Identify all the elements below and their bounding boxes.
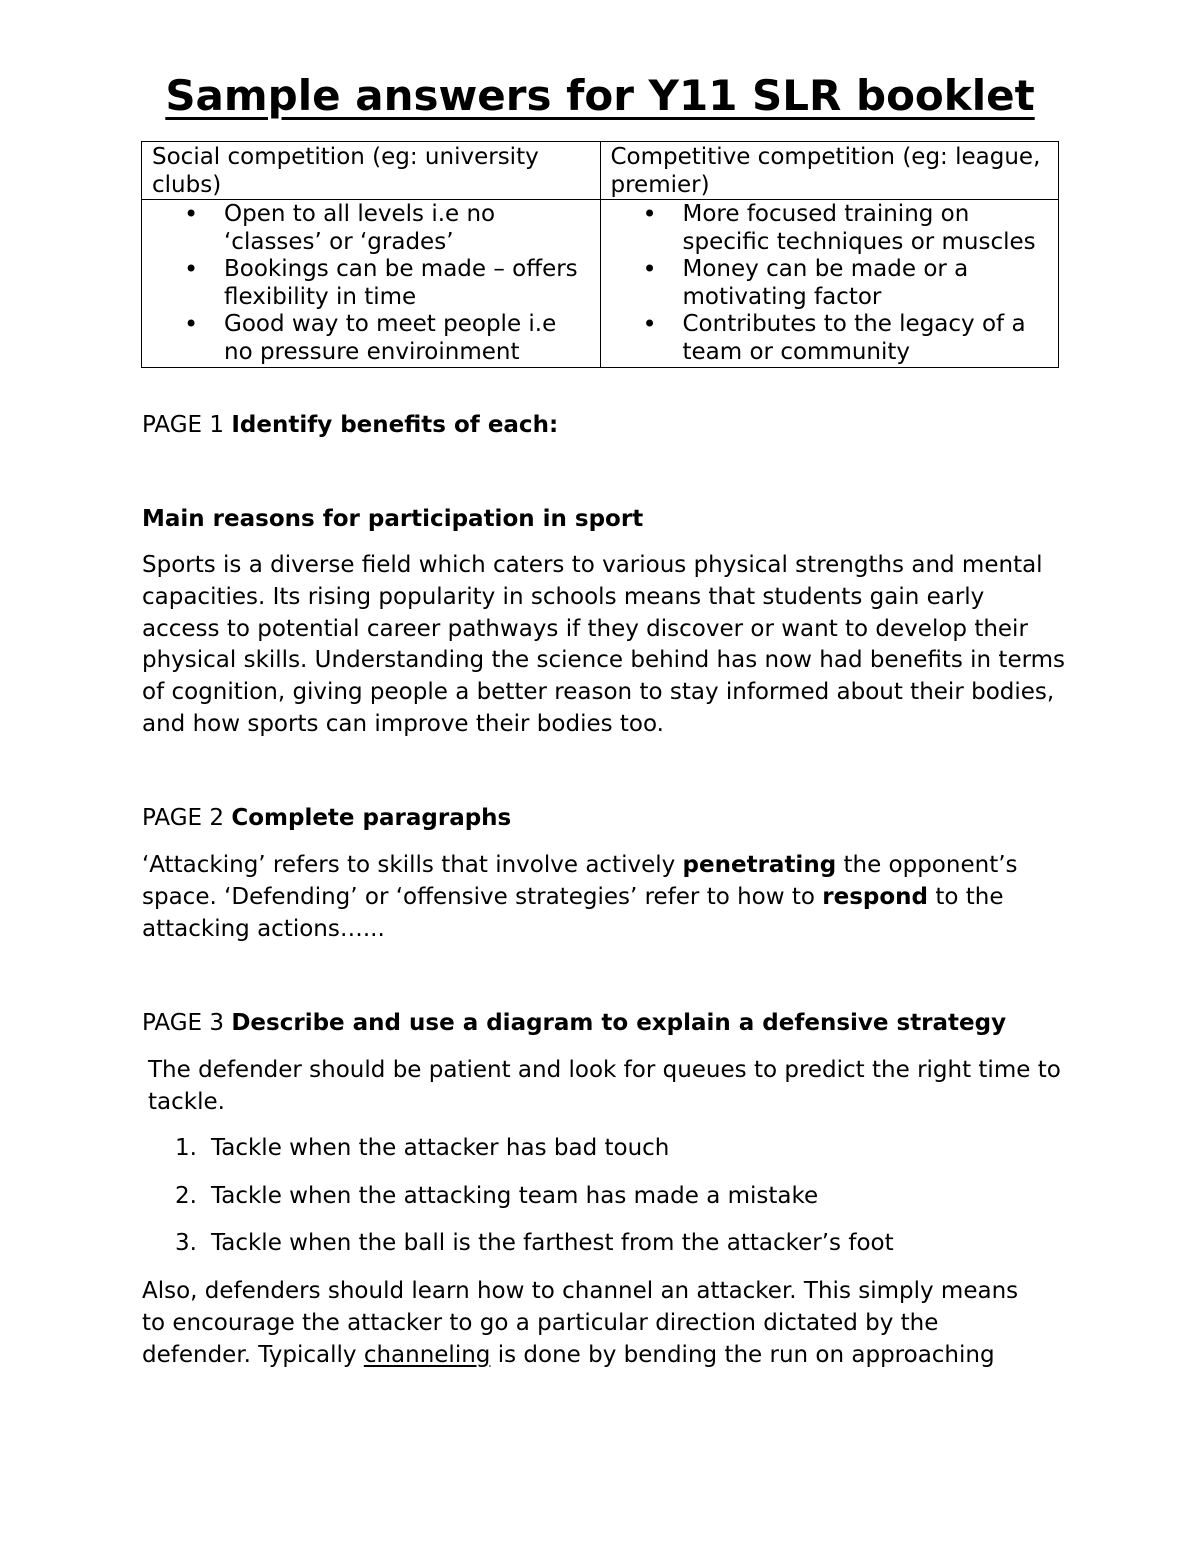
social-competition-cell (142, 200, 601, 368)
page2-heading (142, 803, 1072, 835)
attacking-text-3: to the attacking actions…... (142, 883, 1004, 942)
social-competition-header: Social competition (eg: university clubs) (142, 142, 601, 200)
attacking-text-2: the opponent’s space. ‘Defending’ or ‘offensive strategies’ refer to how to (142, 852, 1018, 910)
list-item: • More focused training on specific techniques or muscles (611, 201, 1051, 256)
respond-word: respond (822, 883, 929, 910)
list-item: • Good way to meet people i.e no pressure enviroinment (152, 311, 592, 366)
page3-heading (142, 1008, 1072, 1040)
table-header-row (142, 142, 1059, 200)
competitive-benefits-list (611, 201, 1051, 366)
list-item (142, 1228, 894, 1259)
list-item: • Bookings can be made – offers flexibility in time (152, 256, 592, 311)
page2-label: PAGE 2 (142, 805, 225, 831)
social-benefits-list (152, 201, 592, 366)
attacking-paragraph (142, 850, 1042, 945)
attacking-text-1: ‘Attacking’ refers to skills that involve actively (142, 852, 676, 878)
penetrating-word: penetrating (682, 852, 837, 878)
list-item (142, 1133, 894, 1164)
list-item: • Contributes to the legacy of a team or community (611, 311, 1051, 366)
page1-label: PAGE 1 (142, 412, 225, 438)
step-text: Tackle when the attacker has bad touch (211, 1135, 670, 1161)
list-item (142, 1181, 894, 1212)
page3-title: Describe and use a diagram to explain a defensive strategy (231, 1010, 1007, 1036)
page3-label: PAGE 3 (142, 1010, 225, 1036)
page1-heading (142, 410, 1072, 442)
tackle-steps-list (142, 1133, 894, 1276)
step-text: Tackle when the attacking team has made a mistake (211, 1182, 819, 1209)
channeling-text-2: is done by bending the run on approaching (497, 1341, 995, 1368)
document-title: Sample answers for Y11 SLR booklet (165, 71, 1035, 120)
defender-intro: The defender should be patient and look for queues to predict the right time to tackle. (148, 1057, 1061, 1115)
participation-paragraph: Sports is a diverse field which caters to various physical strengths and mental capacities. Its rising popularity in schools means that students gain early access to potential career pathways if they discover or want to develop their physical skills. Understanding the science behind has now had benefits in terms of cognition, giving people a better reason to stay informed about their bodies, and how sports can improve their bodies too. (142, 552, 1066, 737)
page1-title: Identify benefits of each: (231, 412, 559, 438)
step-text: Tackle when the ball is the farthest from the attacker’s foot (211, 1230, 894, 1256)
channeling-word: channeling (363, 1341, 491, 1368)
competitive-competition-header: Competitive competition (eg: league, premier) (600, 142, 1059, 200)
list-item: • Money can be made or a motivating factor (611, 256, 1051, 311)
channeling-text-1: Also, defenders should learn how to channel an attacker. This simply means to encourage the attacker to go a particular direction dictated by the defender. Typically (142, 1278, 1019, 1368)
channeling-paragraph (142, 1276, 1047, 1371)
list-item: • Open to all levels i.e no ‘classes’ or ‘grades’ (152, 201, 592, 256)
competition-comparison-table (141, 141, 1059, 368)
step-number: 3. (175, 1230, 197, 1256)
step-number: 1. (175, 1135, 197, 1161)
participation-subheading (142, 504, 1072, 536)
step-number: 2. (175, 1182, 197, 1209)
participation-subheading-text: Main reasons for participation in sport (142, 506, 644, 532)
page2-title: Complete paragraphs (231, 805, 512, 831)
competitive-competition-cell (600, 200, 1059, 368)
table-body-row (142, 200, 1059, 368)
